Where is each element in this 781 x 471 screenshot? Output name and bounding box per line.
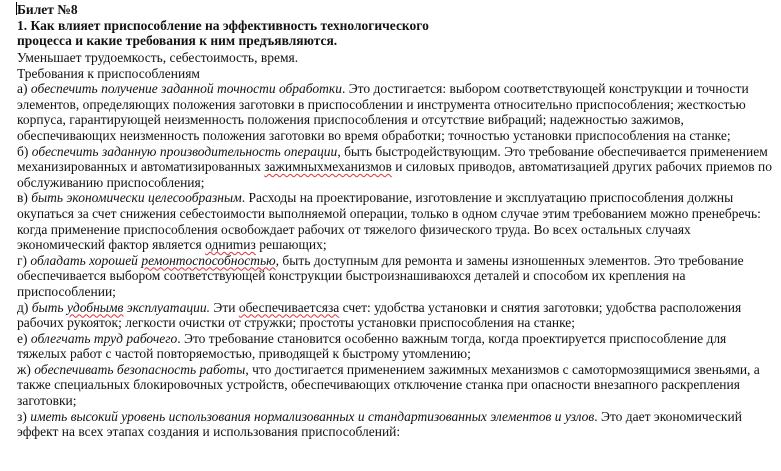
item-d-text-2: счет: удобства установки и снятия заготовки; удобства расположения рабочих рукояток; легкости очистки от стружки; простоты установки приспособления на станке;: [17, 299, 742, 331]
item-b-misspelled-word: зажимныхмеханизмов: [264, 159, 392, 175]
item-b-text-1: , быть быстродействующим. Это требование обеспечивается применением механизированных и автоматизированных: [17, 143, 768, 175]
item-z-text: . Это дает экономический эффект на всех этапах создания и использования приспособлений:: [17, 408, 742, 440]
item-d: [17, 300, 779, 331]
item-g-emphasis-2: ,: [275, 252, 280, 268]
item-zh-prefix: ж): [17, 361, 35, 377]
item-v-text-2: решающих;: [255, 237, 327, 253]
item-zh-emphasis: обеспечивать безопасность работы: [34, 361, 246, 377]
ticket-number: Билет №8: [17, 2, 78, 17]
item-g-emphasis-1: обладать хорошей: [30, 252, 142, 268]
item-e: [17, 331, 779, 362]
ticket-title: [17, 2, 779, 49]
item-v-prefix: в): [17, 190, 32, 206]
item-v: [17, 190, 779, 252]
item-d-prefix: д): [17, 299, 32, 315]
body-text: [17, 50, 779, 440]
question-text-1: 1. Как влияет приспособление на эффективность технологического: [17, 17, 429, 33]
item-b-prefix: б): [17, 143, 32, 159]
item-zh-text: , что достигается применением зажимных механизмов с самотормозящимися звеньями, а также специальных блокировочных устройств, обеспечивающих отключение станка при опасности внезапного раскрепления заготовки;: [17, 361, 760, 409]
item-g-text: быть доступным для ремонта и замены изношенных элементов. Это требование обеспечивается выбором соответствующей конструкции быстроизнашиваюхся деталей и способом их крепления на приспособлении;: [17, 252, 744, 299]
requirements-title: Требования к приспособлениям: [17, 65, 200, 81]
item-b-text-2: и силовых приводов, автоматизацией других рабочих приемов по обслуживанию приспособления;: [17, 159, 772, 190]
item-g-misspelled-word: ремонтоспособностью: [141, 252, 276, 268]
question-line-2: процесса и какие требования к ним предъявляются.: [17, 33, 338, 49]
item-a: [17, 81, 779, 143]
item-a-prefix: а): [17, 81, 31, 97]
question-line-1: [17, 18, 779, 34]
item-a-emphasis: обеспечить получение заданной точности обработки: [30, 81, 342, 97]
item-b-emphasis: обеспечить заданную производительность операции: [31, 143, 338, 159]
item-a-text: . Это достигается: выбором соответствующей конструкции и точности элементов, определяющих положения заготовки в приспособлении и инструмента относительно приспособления; жесткостью корпуса, гарантирующей неизменность положения приспособления и отсутствие вибраций; надежностью зажимов, обеспечивающих неизменность положения заготовки во время обработки; точностью установки приспособления на станке;: [17, 81, 749, 143]
item-v-text-1: . Расходы на проектирование, изготовление и эксплуатацию приспособления должны окупаться за счет снижения себестоимости выполняемой операции, только в одном случае этим требованием можно пренебречь: когда применение приспособления освобождает рабочих от тяжелого физического труда. Во всех остальных случаях экономический фактор является: [17, 190, 761, 253]
item-v-misspelled-word: одниmиз: [205, 237, 256, 253]
item-d-misspelled-word-1: удобнымв: [66, 299, 124, 315]
item-e-prefix: е): [17, 330, 31, 346]
item-g: [17, 253, 779, 300]
item-d-emphasis-1: быть: [31, 299, 67, 315]
item-v-emphasis: быть экономически целесообразным: [31, 190, 242, 206]
item-g-prefix: г): [17, 252, 31, 268]
item-b: [17, 144, 779, 191]
item-d-text-1: Эти: [210, 299, 239, 315]
item-d-emphasis-2: эксплуатации.: [123, 299, 211, 315]
reduces-line: Уменьшает трудоемкость, себестоимость, время.: [17, 50, 299, 65]
item-e-text: . Это требование становится особенно важным тогда, когда проектируется приспособление для тяжелых работ с частой повторяемостью, приводящей к быстрому утомлению;: [17, 330, 727, 362]
item-z: [17, 409, 779, 440]
item-zh: [17, 362, 779, 409]
item-z-emphasis: иметь высокий уровень использования нормализованных и стандартизованных элементов и узлов: [30, 408, 595, 424]
item-d-misspelled-word-2: обеспечиваетсяза: [238, 299, 340, 315]
item-z-prefix: з): [17, 408, 31, 424]
item-e-emphasis: облегчать труд рабочего: [30, 330, 178, 346]
